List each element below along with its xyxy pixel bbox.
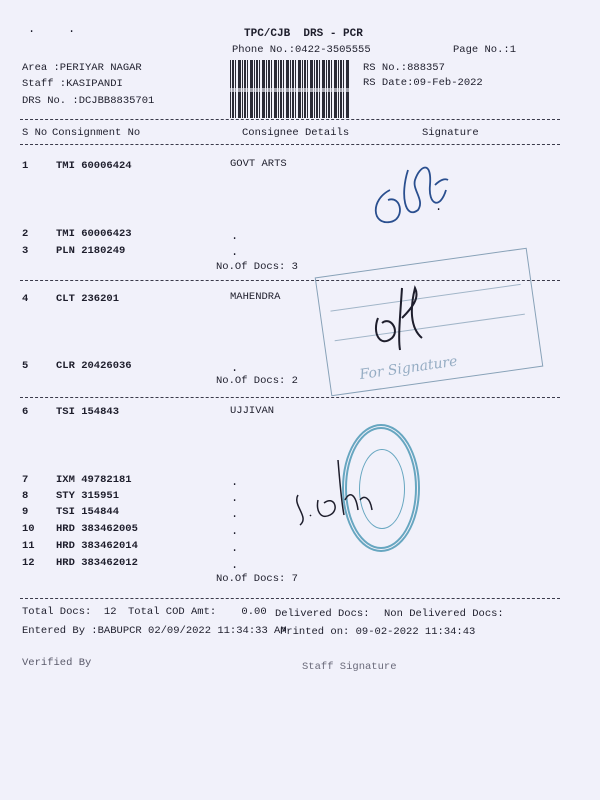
ditto-mark: . — [231, 491, 239, 505]
docs-count: No.Of Docs: 3 — [216, 261, 298, 273]
consignment-no: CLR 20426036 — [56, 360, 132, 372]
column-sno: S No — [22, 127, 48, 139]
document-title: TPC/CJB DRS - PCR — [244, 28, 363, 40]
docs-count: No.Of Docs: 2 — [216, 375, 298, 387]
consignee-name: UJJIVAN — [230, 405, 275, 417]
row-sno: 11 — [22, 540, 35, 552]
scan-speck: . — [435, 200, 443, 214]
row-sno: 5 — [22, 360, 29, 372]
divider — [20, 144, 560, 145]
consignment-no: HRD 383462005 — [56, 523, 138, 535]
docs-count: No.Of Docs: 7 — [216, 573, 298, 585]
scan-speck: . — [68, 22, 76, 36]
total-cod-amount: Total COD Amt: 0.00 — [128, 606, 267, 618]
row-sno: 12 — [22, 557, 35, 569]
ditto-mark: . — [231, 524, 239, 538]
printed-on: Printed on: 09-02-2022 11:34:43 — [280, 626, 476, 638]
divider — [20, 397, 560, 398]
area-label: Area :PERIYAR NAGAR — [22, 62, 142, 74]
row-sno: 3 — [22, 245, 29, 257]
verified-by: Verified By — [22, 657, 92, 669]
consignment-no: HRD 383462014 — [56, 540, 138, 552]
staff-label: Staff :KASIPANDI — [22, 78, 123, 90]
consignment-no: TSI 154843 — [56, 406, 120, 418]
consignment-no: TMI 60006424 — [56, 160, 132, 172]
ditto-mark: . — [231, 558, 239, 572]
handwritten-signature-3 — [290, 455, 380, 535]
handwritten-signature-1 — [360, 150, 460, 240]
consignment-no: CLT 236201 — [56, 293, 120, 305]
row-sno: 6 — [22, 406, 29, 418]
consignment-no: IXM 49782181 — [56, 474, 132, 486]
stamp-label: For Signature — [358, 353, 459, 384]
row-sno: 9 — [22, 506, 29, 518]
row-sno: 4 — [22, 293, 29, 305]
scan-speck: . — [28, 22, 36, 36]
row-sno: 8 — [22, 490, 29, 502]
consignee-name: MAHENDRA — [230, 291, 281, 303]
consignment-no: HRD 383462012 — [56, 557, 138, 569]
rs-date: RS Date:09-Feb-2022 — [363, 77, 483, 89]
row-sno: 10 — [22, 523, 35, 535]
ditto-mark: . — [231, 245, 239, 259]
rs-number: RS No.:888357 — [363, 62, 445, 74]
non-delivered-docs: Non Delivered Docs: — [384, 608, 504, 620]
divider — [20, 119, 560, 120]
row-sno: 7 — [22, 474, 29, 486]
entered-by: Entered By :BABUPCR 02/09/2022 11:34:33 AM — [22, 625, 287, 637]
divider — [20, 598, 560, 599]
barcode-gap — [230, 88, 350, 92]
consignment-no: STY 315951 — [56, 490, 120, 502]
consignment-no: PLN 2180249 — [56, 245, 126, 257]
column-signature: Signature — [422, 127, 479, 139]
row-sno: 2 — [22, 228, 29, 240]
ditto-mark: . — [231, 229, 239, 243]
total-docs: Total Docs: 12 — [22, 606, 117, 618]
row-sno: 1 — [22, 160, 29, 172]
drs-number: DRS No. :DCJBB8835701 — [22, 95, 155, 107]
column-consignment: Consignment No — [52, 127, 141, 139]
ditto-mark: . — [231, 475, 239, 489]
consignment-no: TSI 154844 — [56, 506, 120, 518]
handwritten-signature-2 — [360, 278, 450, 368]
consignment-no: TMI 60006423 — [56, 228, 132, 240]
phone-number: Phone No.:0422-3505555 — [232, 44, 371, 56]
ditto-mark: . — [231, 541, 239, 555]
delivered-docs: Delivered Docs: — [275, 608, 370, 620]
column-consignee: Consignee Details — [242, 127, 350, 139]
staff-signature: Staff Signature — [302, 661, 397, 673]
ditto-mark: . — [231, 361, 239, 375]
ditto-mark: . — [231, 507, 239, 521]
consignee-name: GOVT ARTS — [230, 158, 287, 170]
page-number: Page No.:1 — [453, 44, 517, 56]
